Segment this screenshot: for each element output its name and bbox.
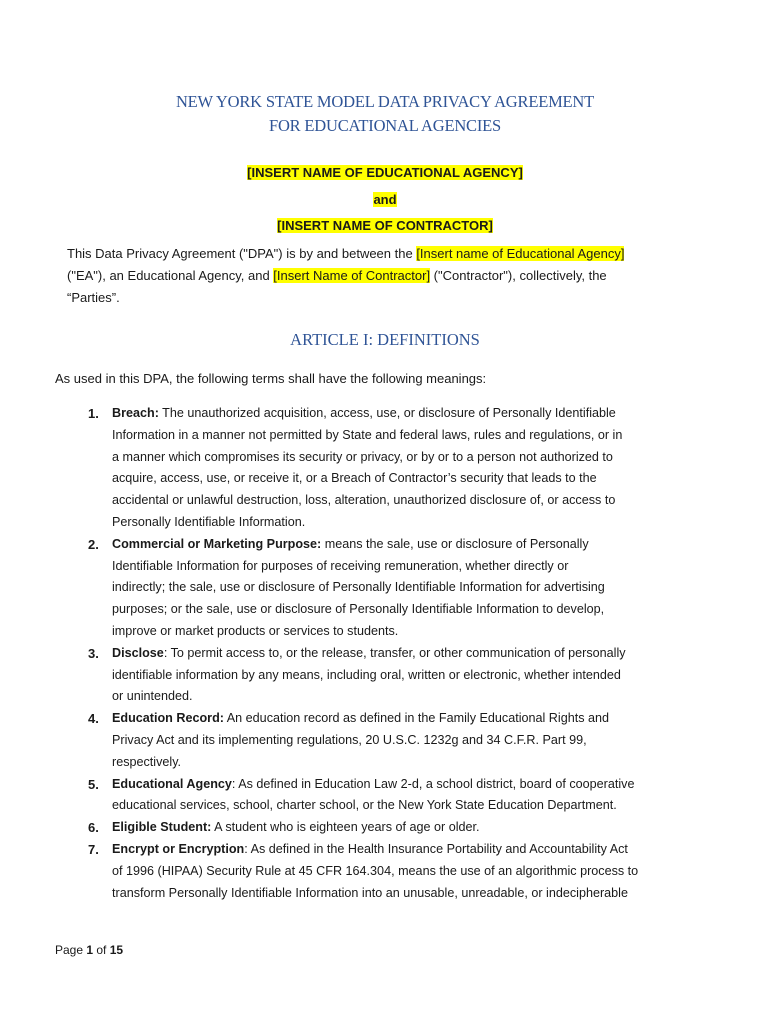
definition-line xyxy=(112,447,712,469)
definition-number: 1. xyxy=(88,406,99,421)
definition-line xyxy=(112,883,712,905)
definition-line xyxy=(112,621,712,643)
definition-text: Privacy Act and its implementing regulations, 20 U.S.C. 1232g and 34 C.F.R. Part 99, xyxy=(112,732,587,747)
definition-text: educational services, school, charter school, or the New York State Education Department. xyxy=(112,798,617,813)
definition-item xyxy=(0,817,770,839)
definition-item xyxy=(0,534,770,643)
footer-page-total: 15 xyxy=(109,943,124,957)
preamble-text: ("Contractor"), collectively, the xyxy=(430,268,607,283)
definition-line xyxy=(112,577,712,599)
page-footer xyxy=(55,940,123,960)
definition-text: of 1996 (HIPAA) Security Rule at 45 CFR 164.304, means the use of an algorithmic process to xyxy=(112,863,639,878)
definition-text: Personally Identifiable Information. xyxy=(112,514,306,529)
definition-line xyxy=(112,795,712,817)
definition-line xyxy=(112,665,712,687)
preamble-paragraph xyxy=(67,243,707,309)
definition-item xyxy=(0,839,770,904)
definition-line xyxy=(112,839,712,861)
definition-item xyxy=(0,708,770,773)
contractor-placeholder-line xyxy=(0,216,770,236)
definition-text: : To permit access to, or the release, transfer, or other communication of personally xyxy=(163,645,626,660)
definition-number: 3. xyxy=(88,645,99,661)
definition-line xyxy=(112,599,712,621)
definition-item xyxy=(0,643,770,708)
footer-of-word: of xyxy=(93,943,110,957)
definition-term: Disclose xyxy=(112,645,164,660)
definition-text: Information in a manner not permitted by State and federal laws, rules and regulations, or in xyxy=(112,427,623,442)
and-line xyxy=(0,190,770,210)
definition-text: a manner which compromises its security or privacy, or by or to a person not authorized to xyxy=(112,449,613,464)
article-heading: ARTICLE I: DEFINITIONS xyxy=(290,330,480,349)
footer-page-word: Page xyxy=(55,943,87,957)
definition-text: or unintended. xyxy=(112,689,193,704)
definition-body xyxy=(112,774,712,818)
definition-line xyxy=(112,730,712,752)
definition-text: Identifiable Information for purposes of receiving remuneration, whether directly or xyxy=(112,558,569,573)
preamble-agency-highlight: [Insert name of Educational Agency] xyxy=(416,246,625,261)
definition-line xyxy=(112,708,712,730)
definition-body xyxy=(112,534,712,643)
definition-body xyxy=(112,839,712,904)
definition-line xyxy=(112,490,712,512)
agency-placeholder-line xyxy=(0,163,770,183)
definition-line xyxy=(112,468,712,490)
preamble-text: This Data Privacy Agreement ("DPA") is by and between the xyxy=(67,246,417,261)
definition-item xyxy=(0,403,770,534)
and-word: and xyxy=(373,192,397,207)
definition-text: indirectly; the sale, use or disclosure of Personally Identifiable Information for advertising xyxy=(112,580,605,595)
definition-text: acquire, access, use, or receive it, or a Breach of Contractor’s security that leads to the xyxy=(112,471,597,486)
definition-term: Educational Agency xyxy=(112,776,232,791)
definition-term: Breach: xyxy=(112,406,159,420)
definition-body xyxy=(112,708,712,773)
definition-text: transform Personally Identifiable Information into an unusable, unreadable, or indecipherable xyxy=(112,885,628,900)
definition-text: : As defined in Education Law 2-d, a school district, board of cooperative xyxy=(231,776,635,791)
preamble-contractor-highlight: [Insert Name of Contractor] xyxy=(273,268,431,283)
title-line-1: NEW YORK STATE MODEL DATA PRIVACY AGREEMENT xyxy=(175,92,595,111)
intro-sentence: As used in this DPA, the following terms shall have the following meanings: xyxy=(55,371,487,386)
definition-number: 7. xyxy=(88,841,99,857)
definition-text: means the sale, use or disclosure of Personally xyxy=(321,536,589,551)
definition-line xyxy=(112,556,712,578)
agency-placeholder: [INSERT NAME OF EDUCATIONAL AGENCY] xyxy=(247,165,523,180)
title-line-2: FOR EDUCATIONAL AGENCIES xyxy=(268,116,501,135)
definition-line xyxy=(112,534,712,556)
definition-term: Encrypt or Encryption xyxy=(112,841,245,856)
definition-text: : As defined in the Health Insurance Portability and Accountability Act xyxy=(244,841,628,856)
definition-text: identifiable information by any means, including oral, written or electronic, whether intended xyxy=(112,667,621,682)
document-title xyxy=(0,90,770,138)
footer-page-number: 1 xyxy=(86,943,94,957)
definition-number: 4. xyxy=(88,711,99,727)
definition-item xyxy=(0,774,770,818)
definition-text: A student who is eighteen years of age or older. xyxy=(211,820,480,835)
definition-term: Commercial or Marketing Purpose: xyxy=(112,536,322,551)
definition-line xyxy=(112,425,712,447)
definition-text: accidental or unlawful destruction, loss, alteration, unauthorized disclosure of, or access to xyxy=(112,493,616,508)
definition-term: Education Record: xyxy=(112,711,224,726)
definition-line xyxy=(112,686,712,708)
definition-text: respectively. xyxy=(112,754,182,769)
definition-line xyxy=(112,643,712,665)
definition-number: 6. xyxy=(88,820,99,836)
contractor-placeholder: [INSERT NAME OF CONTRACTOR] xyxy=(277,218,493,233)
definition-line xyxy=(112,752,712,774)
definition-number: 2. xyxy=(88,536,99,552)
definition-text: improve or market products or services to students. xyxy=(112,623,399,638)
definition-text: The unauthorized acquisition, access, use, or disclosure of Personally Identifiable xyxy=(158,406,616,420)
definition-body xyxy=(112,817,712,839)
definition-term: Eligible Student: xyxy=(112,820,212,835)
definition-number: 5. xyxy=(88,776,99,792)
definition-line xyxy=(112,774,712,796)
definition-line xyxy=(112,861,712,883)
definition-text: purposes; or the sale, use or disclosure of Personally Identifiable Information to develop, xyxy=(112,602,605,617)
preamble-text: “Parties”. xyxy=(67,290,120,305)
definition-line xyxy=(112,512,712,534)
definition-text: An education record as defined in the Family Educational Rights and xyxy=(223,711,610,726)
definition-body xyxy=(112,643,712,708)
definition-line xyxy=(112,817,712,839)
definition-line xyxy=(112,403,712,425)
definitions-list xyxy=(0,403,770,904)
definition-body xyxy=(112,403,712,534)
preamble-text: ("EA"), an Educational Agency, and xyxy=(67,268,274,283)
